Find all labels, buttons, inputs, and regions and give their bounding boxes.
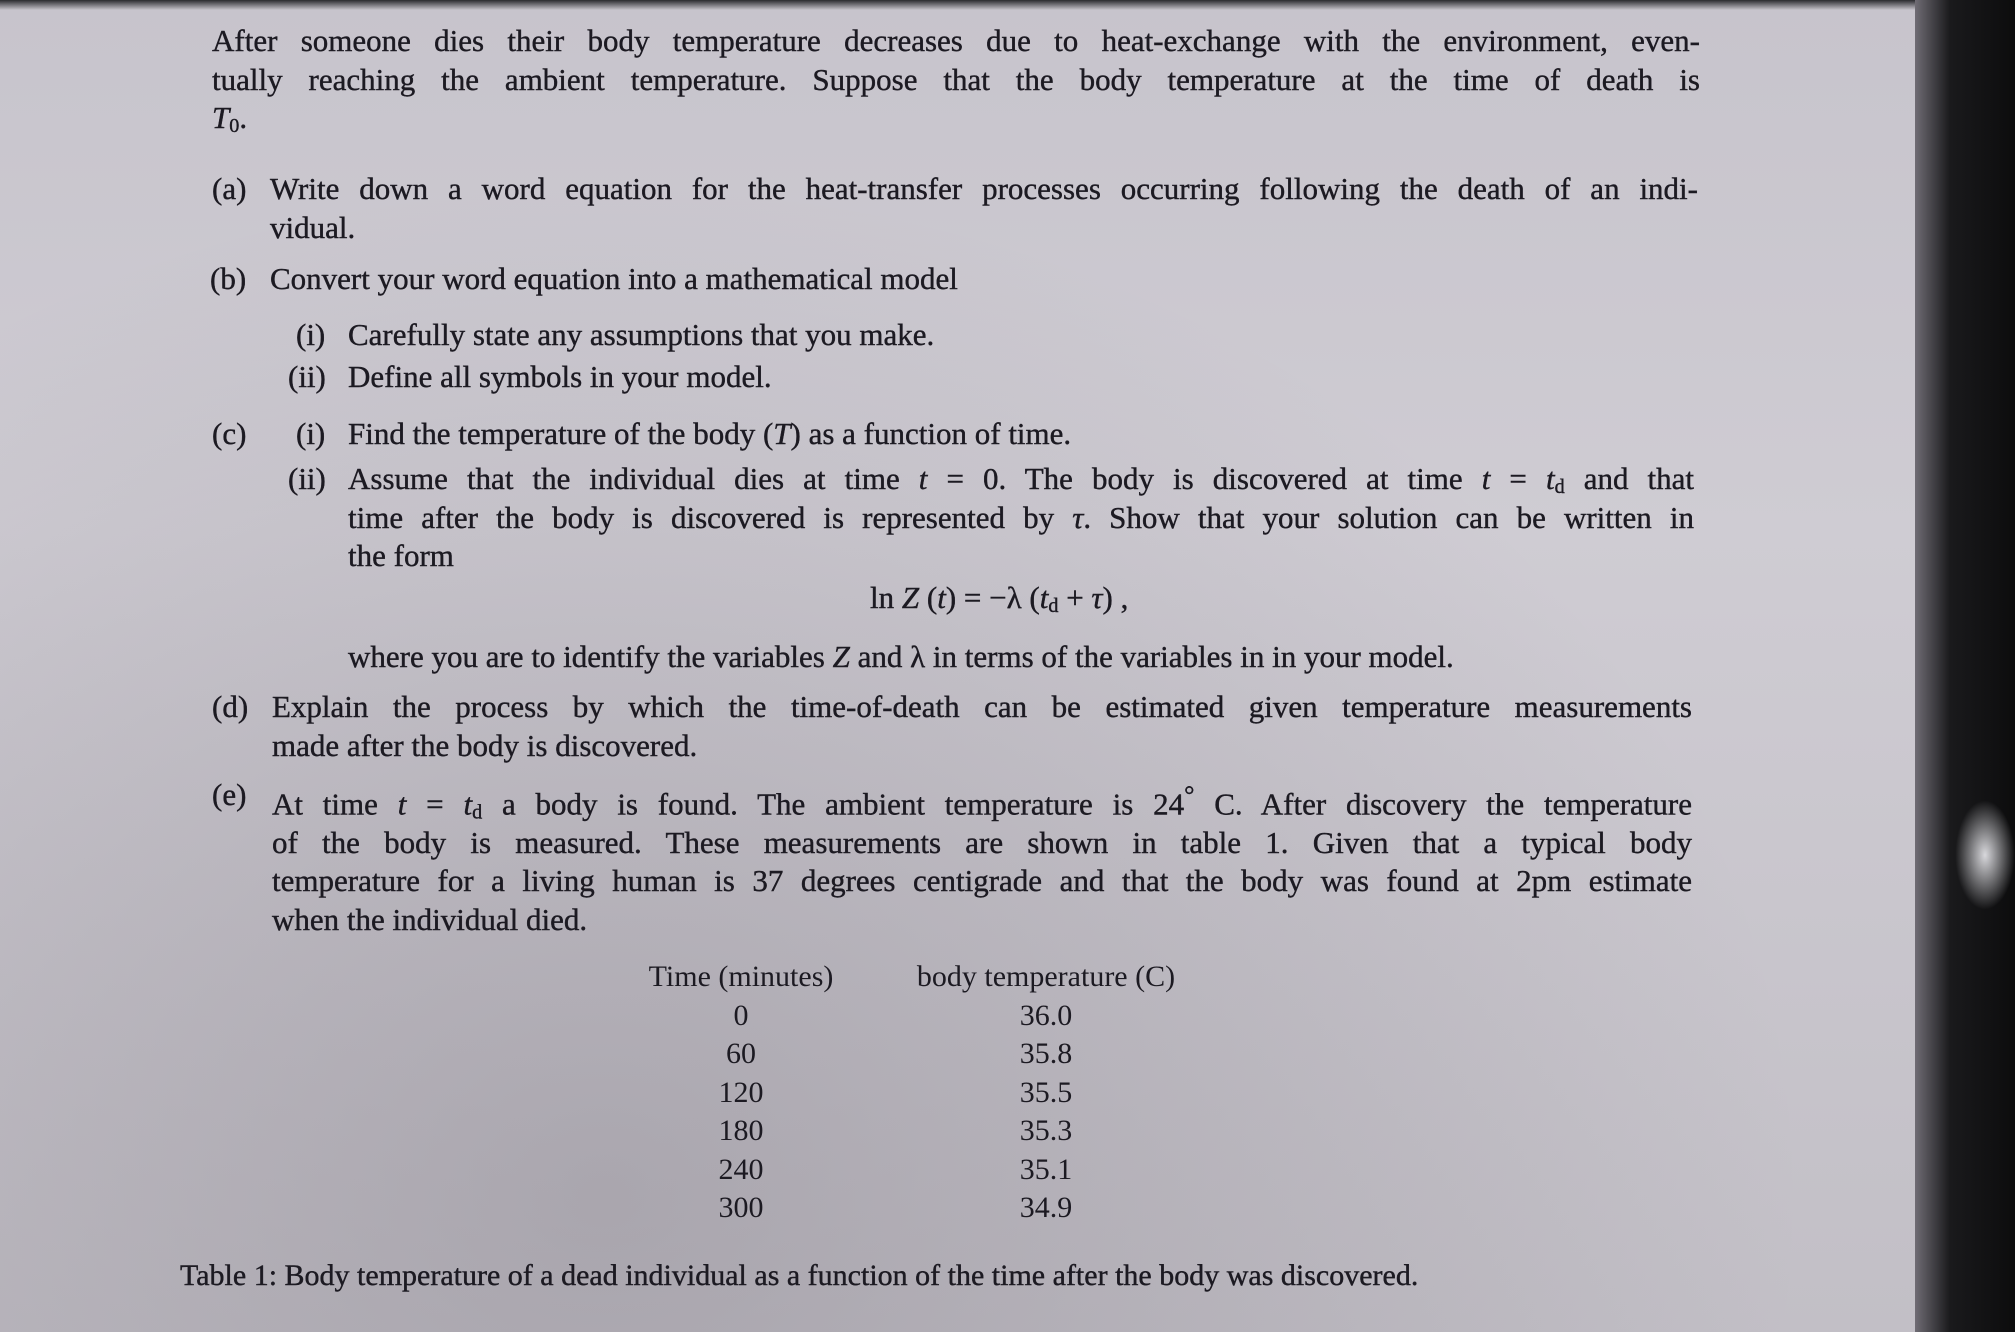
text-run: a body is found. The ambient temperature is 24 bbox=[482, 786, 1185, 822]
text-run: = 0. The body is discovered at time bbox=[927, 461, 1482, 496]
text-line bbox=[212, 22, 1700, 61]
where-text bbox=[348, 638, 1454, 677]
text-run: temperature for a living human is 37 degrees centigrade and that the body was found at 2pm estimate bbox=[272, 863, 1692, 899]
part-b-i-text bbox=[348, 316, 934, 355]
text-run: Write down a word equation for the heat-transfer processes occurring following the death of an indi- bbox=[270, 171, 1698, 206]
header-time: Time (minutes) bbox=[648, 960, 834, 993]
text-run: . Show that your solution can be written in bbox=[1083, 499, 1694, 535]
text-line bbox=[348, 460, 1694, 499]
table-caption: Table 1: Body temperature of a dead individual as a function of the time after the body was discovered. bbox=[180, 1259, 1419, 1292]
text-line bbox=[272, 862, 1692, 901]
math-symbol: T bbox=[773, 416, 791, 451]
math-symbol: Z bbox=[832, 639, 850, 674]
text-line bbox=[348, 537, 1694, 576]
table-cell: 240 bbox=[718, 1152, 764, 1186]
math-symbol: t bbox=[397, 786, 407, 822]
text-run: C. After discovery the temperature bbox=[1194, 786, 1692, 822]
math-symbol: Z bbox=[901, 580, 920, 615]
text-line bbox=[272, 776, 1692, 824]
part-c-i-text bbox=[348, 415, 1071, 454]
part-b-label: (b) bbox=[210, 261, 247, 296]
text-run: Carefully state any assumptions that you make. bbox=[348, 317, 935, 352]
text-run: ln bbox=[870, 580, 902, 615]
table-cell: 35.1 bbox=[1019, 1152, 1073, 1186]
text-line bbox=[272, 688, 1692, 727]
text-run: + bbox=[1058, 580, 1092, 615]
text-line bbox=[270, 209, 1698, 248]
text-run: tually reaching the ambient temperature. Suppose that the body temperature at the time of death is bbox=[212, 61, 1700, 97]
superscript: ° bbox=[1184, 780, 1195, 809]
math-symbol: t bbox=[937, 580, 946, 615]
math-symbol: t bbox=[1545, 461, 1555, 496]
glare bbox=[1955, 800, 2015, 910]
text-line bbox=[348, 358, 772, 397]
text-run: when the individual died. bbox=[272, 901, 588, 937]
part-e-label: (e) bbox=[212, 777, 247, 812]
table-cell: 35.5 bbox=[1019, 1075, 1073, 1109]
text-run: Define all symbols in your model. bbox=[348, 359, 772, 394]
math-symbol: t bbox=[463, 786, 473, 822]
text-run: ) = −λ ( bbox=[945, 580, 1040, 615]
text-run: and that bbox=[1564, 461, 1694, 496]
table-cell: 34.9 bbox=[1019, 1191, 1073, 1224]
text-run: vidual. bbox=[270, 209, 356, 245]
text-run: the form bbox=[348, 538, 454, 573]
table-cell: 60 bbox=[726, 1037, 756, 1070]
text-run: . bbox=[239, 100, 248, 135]
col-time bbox=[621, 958, 861, 1228]
col-temp bbox=[886, 958, 1206, 1228]
text-run: ) , bbox=[1102, 580, 1129, 615]
photo-top-edge bbox=[0, 0, 2015, 10]
equation bbox=[870, 579, 1128, 618]
math-symbol: t bbox=[918, 461, 928, 496]
header-temp: body temperature (C) bbox=[916, 960, 1176, 993]
text-run: Assume that the individual dies at time bbox=[348, 461, 919, 496]
text-run: time after the body is discovered is represented by bbox=[348, 499, 1073, 535]
text-line bbox=[270, 260, 958, 299]
text-line bbox=[348, 499, 1694, 538]
text-line bbox=[272, 824, 1692, 863]
text-run: Explain the process by which the time-of-death can be estimated given temperature measurements bbox=[272, 689, 1692, 724]
text-run: After someone dies their body temperature decreases due to heat-exchange with the environment, even- bbox=[212, 23, 1700, 58]
math-symbol: τ bbox=[1091, 580, 1103, 615]
subscript: d bbox=[1554, 476, 1565, 499]
intro-paragraph bbox=[212, 22, 1700, 138]
part-c-i-label: (i) bbox=[296, 416, 326, 451]
text-run: ( bbox=[919, 580, 938, 615]
text-run: ) as a function of time. bbox=[790, 416, 1072, 451]
math-symbol: t bbox=[1039, 580, 1049, 615]
text-run: where you are to identify the variables bbox=[348, 639, 833, 674]
part-b-text bbox=[270, 260, 958, 299]
table-cell: 180 bbox=[718, 1114, 764, 1147]
part-d-text bbox=[272, 688, 1692, 765]
part-c-ii-text bbox=[348, 460, 1694, 576]
text-run: Convert your word equation into a mathematical model bbox=[270, 261, 958, 296]
text-run: Find the temperature of the body ( bbox=[348, 416, 774, 451]
text-line bbox=[272, 901, 1692, 940]
part-b-ii-label: (ii) bbox=[288, 359, 326, 394]
part-c-label: (c) bbox=[212, 416, 247, 451]
text-line bbox=[272, 727, 1692, 766]
text-run: of the body is measured. These measurements are shown in table 1. Given that a typical body bbox=[272, 824, 1692, 860]
photo-right-edge bbox=[1915, 0, 2015, 1332]
text-line bbox=[270, 170, 1698, 209]
text-line bbox=[348, 316, 934, 355]
text-line bbox=[212, 61, 1700, 100]
table-cell: 35.8 bbox=[1019, 1037, 1073, 1070]
part-e-text bbox=[272, 776, 1692, 939]
part-a-label: (a) bbox=[212, 171, 247, 206]
part-b-i-label: (i) bbox=[296, 317, 326, 352]
subscript: d bbox=[1048, 595, 1059, 618]
table-cell: 0 bbox=[733, 998, 749, 1032]
text-run: and λ in terms of the variables in in your model. bbox=[849, 639, 1454, 674]
part-d-label: (d) bbox=[212, 689, 249, 724]
text-run: At time bbox=[272, 786, 398, 822]
text-line bbox=[212, 99, 1700, 138]
table-cell: 300 bbox=[718, 1191, 764, 1224]
math-symbol: T bbox=[212, 100, 230, 135]
text-run: made after the body is discovered. bbox=[272, 727, 698, 763]
subscript: 0 bbox=[229, 115, 240, 138]
subscript: d bbox=[472, 801, 483, 824]
part-b-ii-text bbox=[348, 358, 772, 397]
math-symbol: τ bbox=[1072, 499, 1084, 535]
table-cell: 36.0 bbox=[1019, 998, 1073, 1032]
math-symbol: t bbox=[1481, 461, 1491, 496]
part-a-text bbox=[270, 170, 1698, 247]
text-run: = bbox=[406, 786, 464, 822]
part-c-ii-label: (ii) bbox=[288, 461, 326, 496]
table-cell: 35.3 bbox=[1019, 1114, 1073, 1147]
table-cell: 120 bbox=[718, 1075, 764, 1109]
text-run: = bbox=[1490, 461, 1546, 496]
text-line bbox=[348, 415, 1071, 454]
